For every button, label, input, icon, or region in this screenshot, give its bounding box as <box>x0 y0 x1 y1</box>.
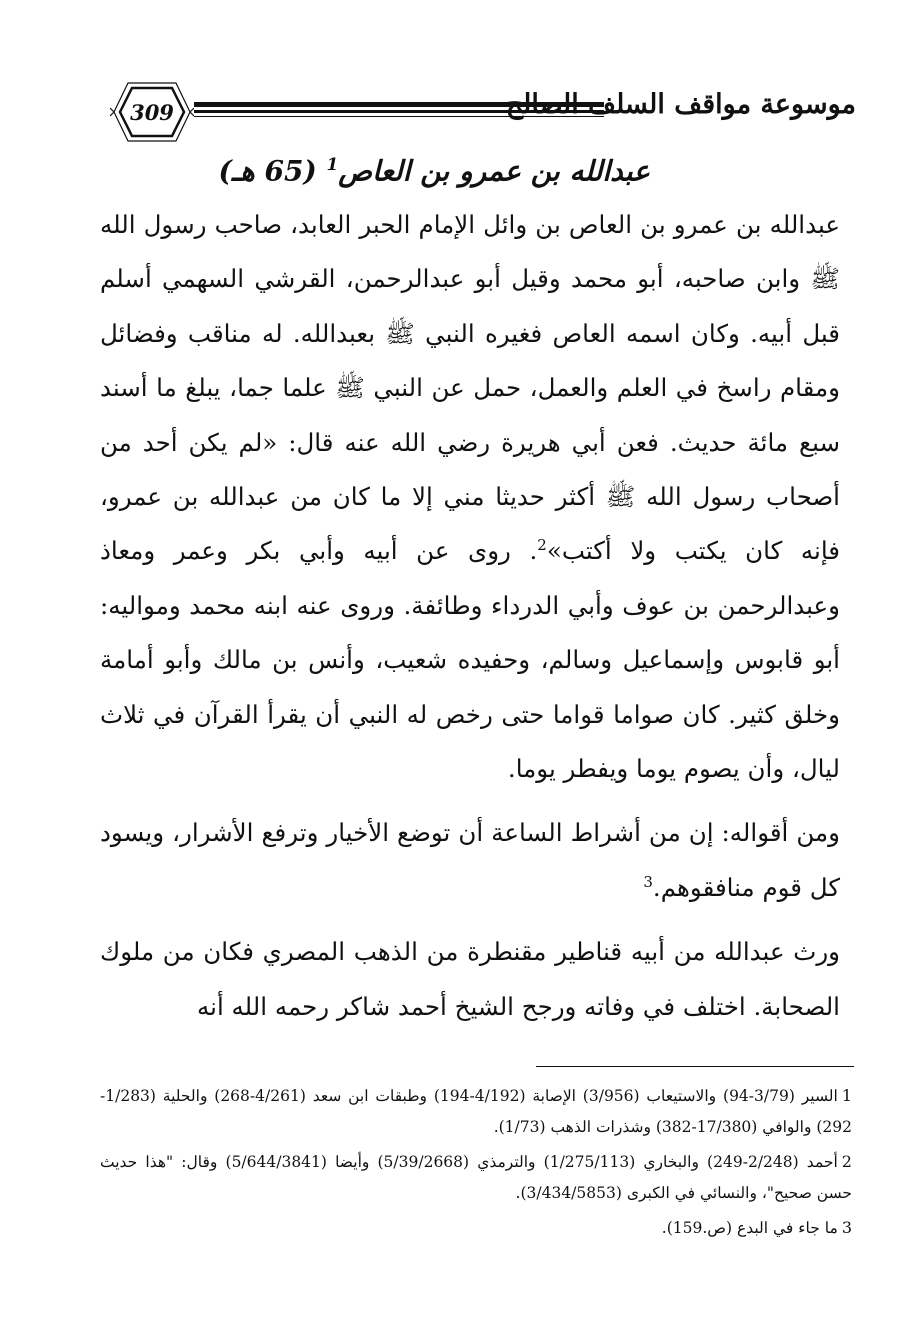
chapter-title-name: عبدالله بن عمرو بن العاص <box>338 154 650 188</box>
footnote-ref: 2 <box>537 536 547 555</box>
footnote-text: ما جاء في البدع (ص.159). <box>661 1219 838 1237</box>
footnote <box>100 1146 852 1209</box>
chapter-title-year: (65 هـ) <box>218 154 317 188</box>
paragraph <box>100 806 840 915</box>
series-title: موسوعة مواقف السلف الصالح <box>505 89 856 120</box>
footnote-number: 2 <box>841 1152 852 1171</box>
paragraph <box>100 925 840 1034</box>
paragraph-text: ورث عبدالله من أبيه قناطير مقنطرة من الذهب المصري فكان من ملوك الصحابة. اختلف في وفاته ورجح الشيخ أحمد شاكر رحمه الله أنه <box>100 937 840 1021</box>
footnote-ref: 3 <box>643 872 653 891</box>
footnote <box>100 1080 852 1143</box>
paragraph-text: عبدالله بن عمرو بن العاص بن وائل الإمام الحبر العابد، صاحب رسول الله ﷺ وابن صاحبه، أبو محمد وقيل أبو عبدالرحمن، القرشي السهمي أسلم قبل أبيه. وكان اسمه العاص فغيره النبي ﷺ بعبدالله. له مناقب وفضائل ومقام راسخ في العلم والعمل، حمل عن النبي ﷺ علما جما، يبلغ ما أسند سبع مائة حديث. فعن أبي هريرة رضي الله عنه قال: «لم يكن أحد من أصحاب رسول الله ﷺ أكثر حديثا مني إلا ما كان من عبدالله بن عمرو، فإنه كان يكتب ولا أكتب» <box>100 210 840 566</box>
title-footnote-ref: 1 <box>326 155 339 175</box>
footnote <box>100 1212 852 1244</box>
chapter-title <box>218 140 650 190</box>
footnote-separator <box>536 1066 854 1067</box>
page-number-badge <box>110 80 194 144</box>
body-text <box>100 198 840 1034</box>
footnote-number: 3 <box>841 1218 852 1237</box>
paragraph <box>100 198 840 796</box>
footnote-text: أحمد (2/248-249) والبخاري (1/275/113) والترمذي (5/39/2668) وأيضا (5/644/3841) وقال: "هذا حديث حسن صحيح"، والنسائي في الكبرى (3/434/5853). <box>100 1153 852 1202</box>
footnote-text: السير (3/79-94) والاستيعاب (3/956) الإصابة (4/192-194) وطبقات ابن سعد (4/261-268) والحلية (1/283-292) والوافي (17/380-382) وشذرات الذهب (1/73). <box>100 1087 852 1136</box>
page-header <box>96 74 856 150</box>
footnotes <box>100 1080 852 1244</box>
footnote-number: 1 <box>841 1086 853 1105</box>
page-number: 309 <box>130 99 174 125</box>
paragraph-text: ومن أقواله: إن من أشراط الساعة أن توضع الأخيار وترفع الأشرار، ويسود كل قوم منافقوهم. <box>100 818 840 902</box>
paragraph-text: . روى عن أبيه وأبي بكر وعمر ومعاذ وعبدالرحمن بن عوف وأبي الدرداء وطائفة. وروى عنه ابنه محمد ومواليه: أبو قابوس وإسماعيل وسالم، وحفيده شعيب، وأنس بن مالك وأبو أمامة وخلق كثير. كان صواما قواما حتى رخص له النبي أن يقرأ القرآن في ثلاث ليال، وأن يصوم يوما ويفطر يوما. <box>100 536 840 784</box>
